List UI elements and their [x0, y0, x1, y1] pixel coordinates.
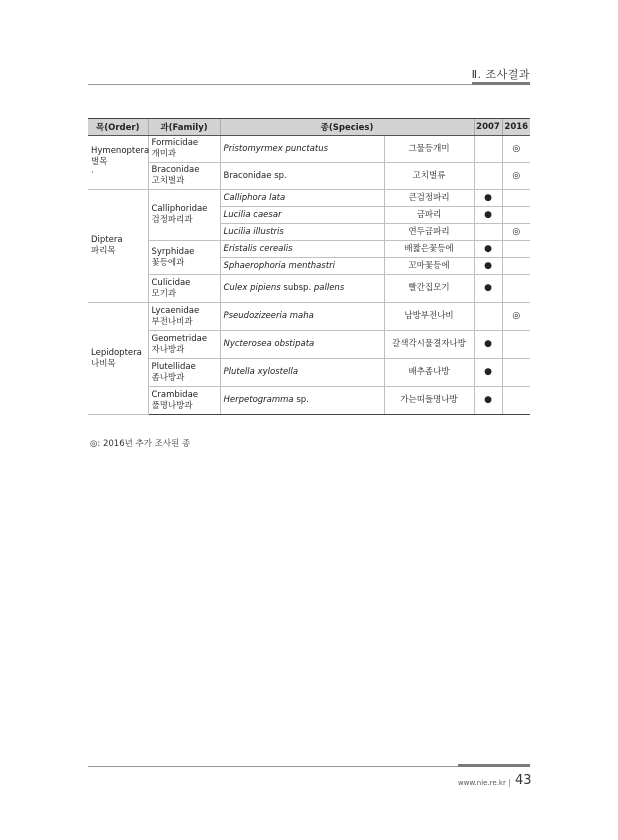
footer-accent-bar — [458, 764, 530, 767]
mark-2007: ● — [474, 241, 502, 258]
section-title: Ⅱ. 조사결과 — [471, 68, 530, 81]
species-table — [88, 118, 530, 415]
scientific-name-rank: sp. — [296, 395, 309, 405]
order-cell: Hymenoptera 벌목 · — [88, 136, 148, 190]
table-header-row — [88, 119, 530, 136]
footer-separator: | — [508, 778, 511, 787]
scientific-name-subspecies: pallens — [313, 283, 345, 293]
scientific-name — [220, 275, 384, 303]
family-name-ko: 좀나방과 — [151, 372, 185, 383]
family-name-en: Geometridae — [151, 333, 208, 344]
family-cell — [148, 387, 220, 415]
header-species: 종(Species) — [220, 119, 474, 136]
mark-2007: ● — [474, 258, 502, 275]
header-2016: 2016 — [502, 119, 530, 136]
mark-2007 — [474, 224, 502, 241]
scientific-name: Lucilia caesar — [220, 207, 384, 224]
table-row — [88, 136, 530, 163]
family-name-en: Syrphidae — [151, 246, 195, 257]
mark-2016 — [502, 359, 530, 387]
order-name-en: Diptera — [91, 235, 123, 245]
footer-url: www.nie.re.kr — [458, 779, 506, 787]
family-name-ko: 모기과 — [151, 288, 177, 299]
mark-2007: ● — [474, 207, 502, 224]
mark-2007: ● — [474, 387, 502, 415]
mark-2016: ◎ — [502, 163, 530, 190]
header-rule — [88, 84, 530, 85]
family-name-en: Calliphoridae — [151, 204, 208, 214]
table-row — [88, 331, 530, 359]
family-cell — [148, 190, 220, 241]
table-row — [88, 303, 530, 331]
family-cell — [148, 359, 220, 387]
korean-name: 꼬마꽃등에 — [384, 258, 474, 275]
family-cell — [148, 303, 220, 331]
family-cell — [148, 275, 220, 303]
mark-2016 — [502, 331, 530, 359]
scientific-name-genus: Culex pipiens — [223, 283, 281, 293]
scientific-name: Pseudozizeeria maha — [220, 303, 384, 331]
scientific-name-rank: subsp. — [283, 283, 312, 293]
scientific-name-genus: Herpetogramma — [223, 395, 294, 405]
mark-2007: ● — [474, 331, 502, 359]
scientific-name: Sphaerophoria menthastri — [220, 258, 384, 275]
order-name-ko: 파리목 — [91, 246, 116, 256]
mark-2007 — [474, 303, 502, 331]
order-name-ko: 나비목 — [91, 358, 116, 369]
mark-2016 — [502, 241, 530, 258]
family-name-en: Formicidae — [151, 138, 199, 148]
family-name-ko: 검정파리과 — [151, 215, 193, 225]
table-row — [88, 241, 530, 258]
family-name-ko: 자나방과 — [151, 344, 185, 355]
mark-2016 — [502, 258, 530, 275]
korean-name: 큰검정파리 — [384, 190, 474, 207]
korean-name: 남방부전나비 — [384, 303, 474, 331]
scientific-name — [220, 387, 384, 415]
mark-2007 — [474, 163, 502, 190]
family-cell — [148, 163, 220, 190]
family-name-en: Braconidae — [151, 165, 200, 175]
order-cell — [88, 190, 148, 303]
korean-name: 그물등개미 — [384, 136, 474, 163]
family-name-ko: 부전나비과 — [151, 316, 193, 327]
table-row — [88, 190, 530, 207]
order-name-en: Lepidoptera — [91, 347, 142, 358]
family-name-ko: 개미과 — [151, 149, 177, 159]
scientific-name: Eristalis cerealis — [220, 241, 384, 258]
mark-2016: ◎ — [502, 224, 530, 241]
mark-2007 — [474, 136, 502, 163]
family-name-en: Crambidae — [151, 389, 199, 400]
header-2007: 2007 — [474, 119, 502, 136]
table-footnote: ◎: 2016년 추가 조사된 종 — [90, 439, 191, 449]
korean-name: 배짧은꽃등에 — [384, 241, 474, 258]
header-accent-bar — [472, 82, 530, 85]
page-number: 43 — [515, 773, 532, 788]
korean-name: 연두금파리 — [384, 224, 474, 241]
korean-name: 고치벌류 — [384, 163, 474, 190]
mark-2016 — [502, 275, 530, 303]
order-name-en: Hymenoptera — [91, 146, 150, 156]
header-family: 과(Family) — [148, 119, 220, 136]
scientific-name: Calliphora lata — [220, 190, 384, 207]
family-cell — [148, 331, 220, 359]
family-name-en: Lycaenidae — [151, 305, 200, 316]
order-name-ko: 벌목 — [91, 157, 108, 167]
scientific-name: Plutella xylostella — [220, 359, 384, 387]
mark-2007: ● — [474, 359, 502, 387]
order-cell — [88, 303, 148, 415]
mark-2016 — [502, 207, 530, 224]
korean-name: 갈색각시물결자나방 — [384, 331, 474, 359]
korean-name: 금파리 — [384, 207, 474, 224]
family-name-ko: 풀명나방과 — [151, 400, 193, 411]
table-row — [88, 275, 530, 303]
mark-2016: ◎ — [502, 136, 530, 163]
family-name-en: Culicidae — [151, 277, 191, 288]
scientific-name: Nycterosea obstipata — [220, 331, 384, 359]
table-row — [88, 387, 530, 415]
korean-name: 가는띠들명나방 — [384, 387, 474, 415]
mark-2007: ● — [474, 275, 502, 303]
korean-name: 배추좀나방 — [384, 359, 474, 387]
header-order: 목(Order) — [88, 119, 148, 136]
scientific-name-plain: Braconidae sp. — [223, 170, 287, 181]
table-row — [88, 359, 530, 387]
scientific-name: Lucilia illustris — [220, 224, 384, 241]
mark-2016 — [502, 190, 530, 207]
korean-name: 빨간집모기 — [384, 275, 474, 303]
family-name-ko: 꽃등에과 — [151, 257, 185, 268]
family-name-en: Plutellidae — [151, 361, 196, 372]
mark-2016 — [502, 387, 530, 415]
table-row — [88, 163, 530, 190]
scientific-name — [220, 163, 384, 190]
mark-2007: ● — [474, 190, 502, 207]
scientific-name: Pristomyrmex punctatus — [220, 136, 384, 163]
family-name-ko: 고치벌과 — [151, 176, 185, 186]
family-cell — [148, 136, 220, 163]
mark-2016: ◎ — [502, 303, 530, 331]
family-cell — [148, 241, 220, 275]
